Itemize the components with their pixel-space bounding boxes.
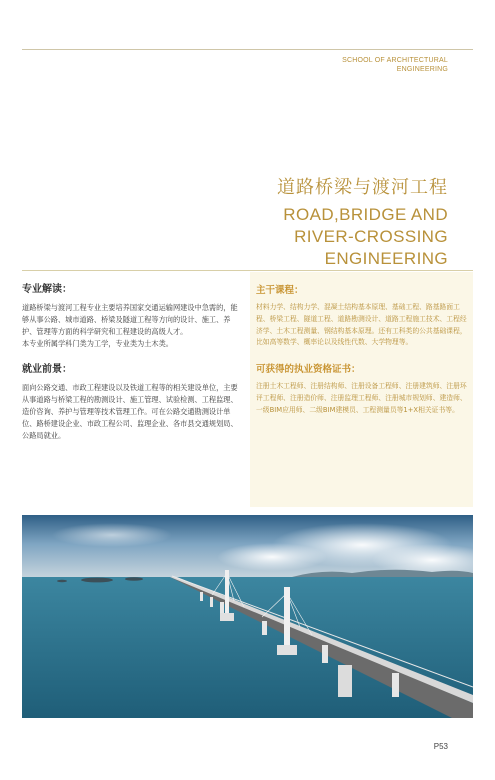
major-title-en: [283, 204, 448, 270]
left-column: [22, 280, 240, 442]
school-line-1: SCHOOL OF ARCHITECTURAL: [342, 57, 448, 64]
certificates-body: 注册土木工程师、注册结构师、注册设备工程师、注册建筑师、注册环评工程师、注册造价师、注册监理工程师、注册城市规划师、建造师、一级BIM应用师、二级BIM建模员、工程测量员等1+X相关证书等。: [256, 382, 467, 414]
school-name: [342, 56, 448, 74]
header-rule: [22, 49, 473, 50]
intro-heading: 专业解读：: [22, 284, 72, 295]
major-title-en-line-3: ENGINEERING: [324, 249, 448, 268]
major-title-cn: 道路桥梁与渡河工程: [277, 177, 448, 198]
intro-body: 道路桥梁与渡河工程专业主要培养国家交通运输网建设中急需的，能够从事公路、城市道路、桥梁及隧道工程等方向的设计、施工、养护、管理等方面的科学研究和工程建设的高级人才。: [22, 303, 238, 336]
title-rule: [22, 270, 473, 271]
bridge-photo: [22, 515, 473, 718]
employment-body: 面向公路交通、市政工程建设以及铁道工程等的相关建设单位，主要从事道路与桥梁工程的勘测设计、施工管理、试验检测、工程监理、造价咨询、养护与管理等技术管理工作。可在公路交通勘测设计单位、路桥建设企业、市政工程公司、监理企业、各市县交通规划局、公路局就业。: [22, 383, 238, 440]
page-number: P53: [433, 742, 448, 751]
courses-body: 材料力学、结构力学、混凝土结构基本原理、基础工程、路基路面工程、桥梁工程、隧道工程、道路勘测设计、道路工程施工技术、工程经济学、土木工程测量、钢结构基本原理。还有工科类的公共基础课程，比如高等数学、概率论以及线性代数、大学物理等。: [256, 303, 467, 347]
employment-heading: 就业前景：: [22, 364, 72, 375]
certificates-heading: 可获得的执业资格证书：: [256, 364, 361, 376]
school-line-2: ENGINEERING: [396, 66, 448, 73]
courses-panel: [250, 272, 473, 507]
courses-heading: 主干课程：: [256, 285, 304, 296]
major-title-en-line-2: RIVER-CROSSING: [294, 227, 448, 246]
major-title-en-line-1: ROAD,BRIDGE AND: [283, 205, 448, 224]
intro-note: 本专业所属学科门类为工学，专业类为土木类。: [22, 339, 173, 348]
